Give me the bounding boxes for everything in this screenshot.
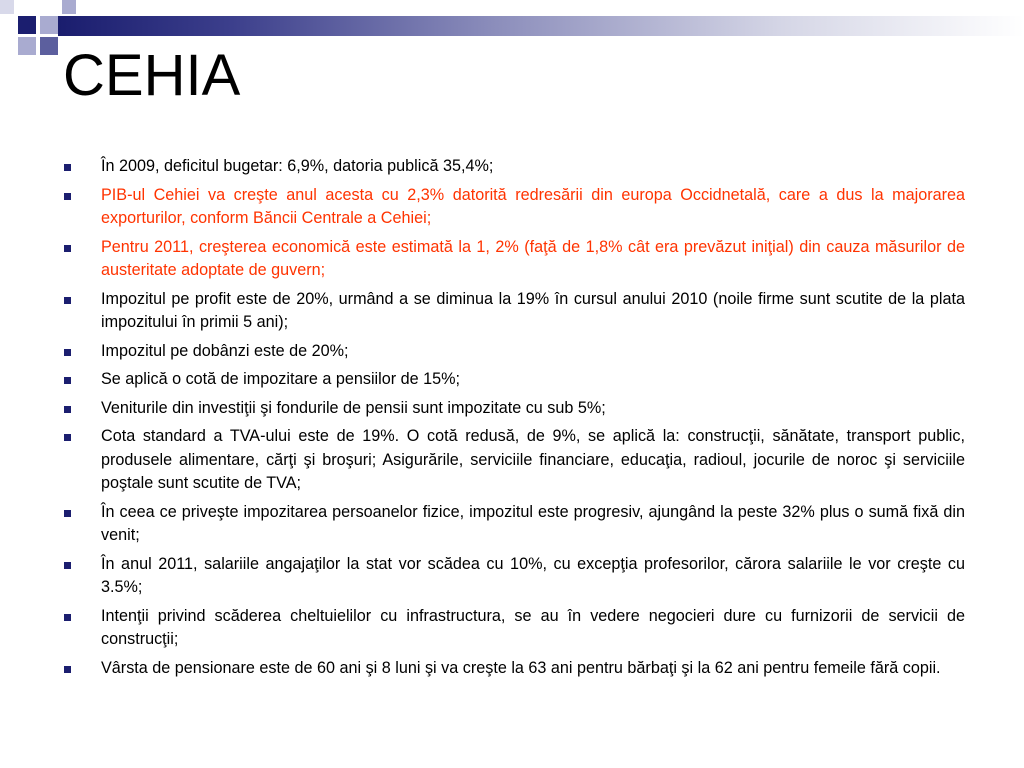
header-gradient-band bbox=[58, 16, 1024, 36]
bullet-item bbox=[62, 553, 965, 600]
bullet-square-icon bbox=[64, 614, 71, 621]
bullet-square-icon bbox=[64, 666, 71, 673]
corner-square-decoration bbox=[40, 16, 58, 34]
bullet-square-icon bbox=[64, 164, 71, 171]
slide-title: CEHIA bbox=[63, 43, 241, 108]
bullet-item bbox=[62, 657, 965, 681]
bullet-text: În ceea ce priveşte impozitarea persoanelor fizice, impozitul este progresiv, ajungând la peste 32% plus o sumă fixă din venit; bbox=[101, 502, 965, 544]
bullet-square-icon bbox=[64, 193, 71, 200]
bullet-text: Impozitul pe profit este de 20%, urmând a se diminua la 19% în cursul anului 2010 (noile firme sunt scutite de la plata impozitului în primii 5 ani); bbox=[101, 289, 965, 331]
bullet-item bbox=[62, 184, 965, 231]
bullet-item bbox=[62, 368, 965, 392]
bullet-text: Intenţii privind scăderea cheltuielilor cu infrastructura, se au în vedere negocieri dure cu furnizorii de servicii de construcţii; bbox=[101, 606, 965, 648]
bullet-square-icon bbox=[64, 406, 71, 413]
corner-square-decoration bbox=[0, 0, 14, 14]
bullet-square-icon bbox=[64, 562, 71, 569]
bullet-text: În anul 2011, salariile angajaţilor la stat vor scădea cu 10%, cu excepţia profesorilor, cărora salariile le vor creşte cu 3.5%; bbox=[101, 554, 965, 596]
bullet-list bbox=[62, 155, 965, 685]
bullet-text: Pentru 2011, creşterea economică este estimată la 1, 2% (faţă de 1,8% cât era prevăzut iniţial) din cauza măsurilor de austeritate adoptate de guvern; bbox=[101, 237, 965, 279]
bullet-square-icon bbox=[64, 349, 71, 356]
bullet-text: Vârsta de pensionare este de 60 ani şi 8 luni şi va creşte la 63 ani pentru bărbaţi şi la 62 ani pentru femeile fără copii. bbox=[101, 658, 941, 677]
bullet-text: Veniturile din investiţii şi fondurile de pensii sunt impozitate cu sub 5%; bbox=[101, 398, 606, 417]
bullet-text: PIB-ul Cehiei va creşte anul acesta cu 2,3% datorită redresării din europa Occidnetală, care a dus la majorarea exporturilor, conform Băncii Centrale a Cehiei; bbox=[101, 185, 965, 227]
bullet-square-icon bbox=[64, 510, 71, 517]
bullet-square-icon bbox=[64, 434, 71, 441]
bullet-text: Cota standard a TVA-ului este de 19%. O cotă redusă, de 9%, se aplică la: construcţii, sănătate, transport public, produsele alimentare, cărţi şi broşuri; Asigurările, serviciile financiare, educaţia, radioul, jocurile de noroc şi serviciile poştale sunt scutite de TVA; bbox=[101, 427, 965, 492]
bullet-text: În 2009, deficitul bugetar: 6,9%, datoria publică 35,4%; bbox=[101, 157, 494, 175]
bullet-square-icon bbox=[64, 377, 71, 384]
bullet-text: Se aplică o cotă de impozitare a pensiilor de 15%; bbox=[101, 370, 461, 388]
bullet-item bbox=[62, 340, 965, 364]
bullet-square-icon bbox=[64, 245, 71, 252]
bullet-item bbox=[62, 397, 965, 421]
corner-square-decoration bbox=[18, 37, 36, 55]
bullet-item bbox=[62, 288, 965, 335]
bullet-square-icon bbox=[64, 297, 71, 304]
bullet-text: Impozitul pe dobânzi este de 20%; bbox=[101, 341, 349, 360]
bullet-item bbox=[62, 501, 965, 548]
corner-square-decoration bbox=[62, 0, 76, 14]
corner-square-decoration bbox=[18, 16, 36, 34]
bullet-item bbox=[62, 236, 965, 283]
corner-square-decoration bbox=[40, 37, 58, 55]
bullet-item bbox=[62, 425, 965, 496]
bullet-item bbox=[62, 155, 965, 179]
bullet-item bbox=[62, 605, 965, 652]
